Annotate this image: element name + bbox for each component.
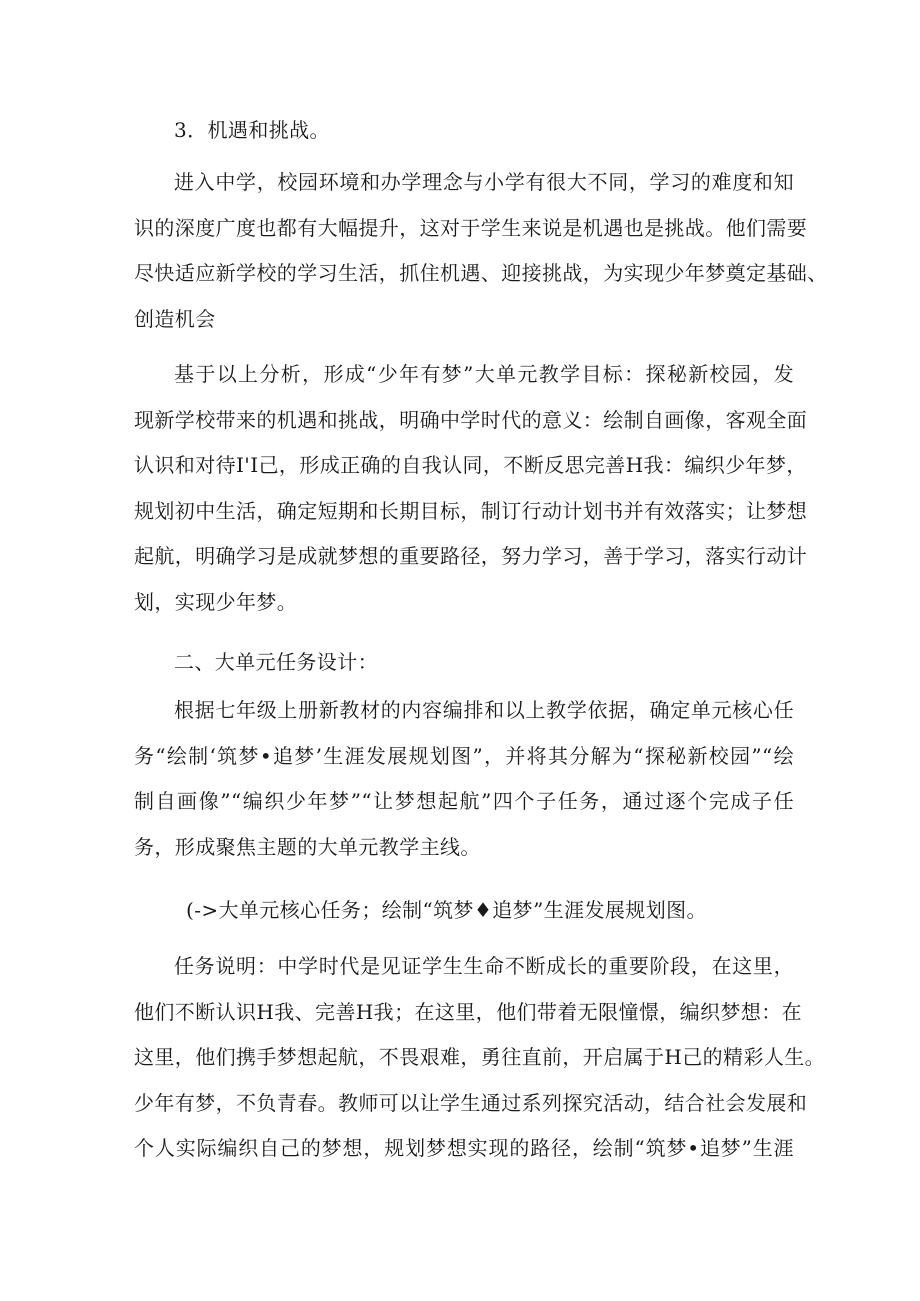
paragraph-line: 个人实际编织自己的梦想，规划梦想实现的路径，绘制“筑梦•追梦”生涯 [134, 1136, 794, 1160]
heading-opportunity-text: 3．机遇和挑战。 [174, 118, 330, 142]
paragraph-line: 根据七年级上册新教材的内容编排和以上教学依据，确定单元核心任 [174, 698, 794, 722]
paragraph-line: 这里，他们携手梦想起航，不畏艰难，勇往直前，开启属于H己的精彩人生。 [134, 1045, 826, 1069]
paragraph-school-change [134, 160, 828, 342]
paragraph-core-task-intro [134, 688, 794, 870]
paragraph-line: 尽快适应新学校的学习生活，抓住机遇、迎接挑战，为实现少年梦奠定基础、 [134, 261, 828, 285]
paragraph-line: 现新学校带来的机遇和挑战，明确中学时代的意义：绘制自画像，客观全面 [134, 407, 808, 432]
paragraph-line: 进入中学，校园环境和办学理念与小学有很大不同，学习的难度和知 [174, 170, 794, 194]
heading-task-design [134, 640, 794, 686]
paragraph-line: 务，形成聚焦主题的大单元教学主线。 [134, 834, 481, 859]
paragraph-task-description [134, 944, 826, 1172]
paragraph-line: 任务说明：中学时代是见证学生生命不断成长的重要阶段，在这里， [174, 954, 794, 978]
paragraph-line: 规划初中生活，确定短期和长期目标，制订行动计划书并有效落实；让梦想 [134, 498, 808, 523]
paragraph-line: 制自画像”“编织少年梦”“让梦想起航”四个子任务，通过逐个完成子任 [134, 789, 794, 813]
paragraph-line: 少年有梦，不负青春。教师可以让学生通过系列探究活动，结合社会发展和 [134, 1090, 808, 1115]
heading-core-task-text: (->大单元核心任务；绘制“筑梦♦追梦”生涯发展规划图。 [186, 898, 707, 922]
paragraph-line: 划，实现少年梦。 [134, 589, 298, 614]
paragraph-line: 务“绘制‘筑梦•追梦’生涯发展规划图”，并将其分解为“探秘新校园”“绘 [134, 743, 794, 768]
paragraph-line: 基于以上分析，形成“少年有梦”大单元教学目标：探秘新校园，发 [174, 362, 794, 386]
paragraph-teaching-goals [134, 352, 808, 625]
paragraph-line: 起航，明确学习是成就梦想的重要路径，努力学习，善于学习，落实行动计 [134, 544, 808, 568]
heading-task-design-text: 二、大单元任务设计： [174, 650, 378, 674]
heading-core-task [134, 888, 794, 934]
heading-opportunity [134, 108, 794, 154]
paragraph-line: 识的深度广度也都有大幅提升，这对于学生来说是机遇也是挑战。他们需要 [134, 215, 808, 240]
paragraph-line: 认识和对待I'I己，形成正确的自我认同，不断反思完善H我：编织少年梦， [134, 453, 807, 477]
paragraph-line: 他们不断认识H我、完善H我；在这里，他们带着无限憧憬，编织梦想：在 [134, 999, 803, 1024]
paragraph-line: 创造机会 [134, 306, 216, 331]
